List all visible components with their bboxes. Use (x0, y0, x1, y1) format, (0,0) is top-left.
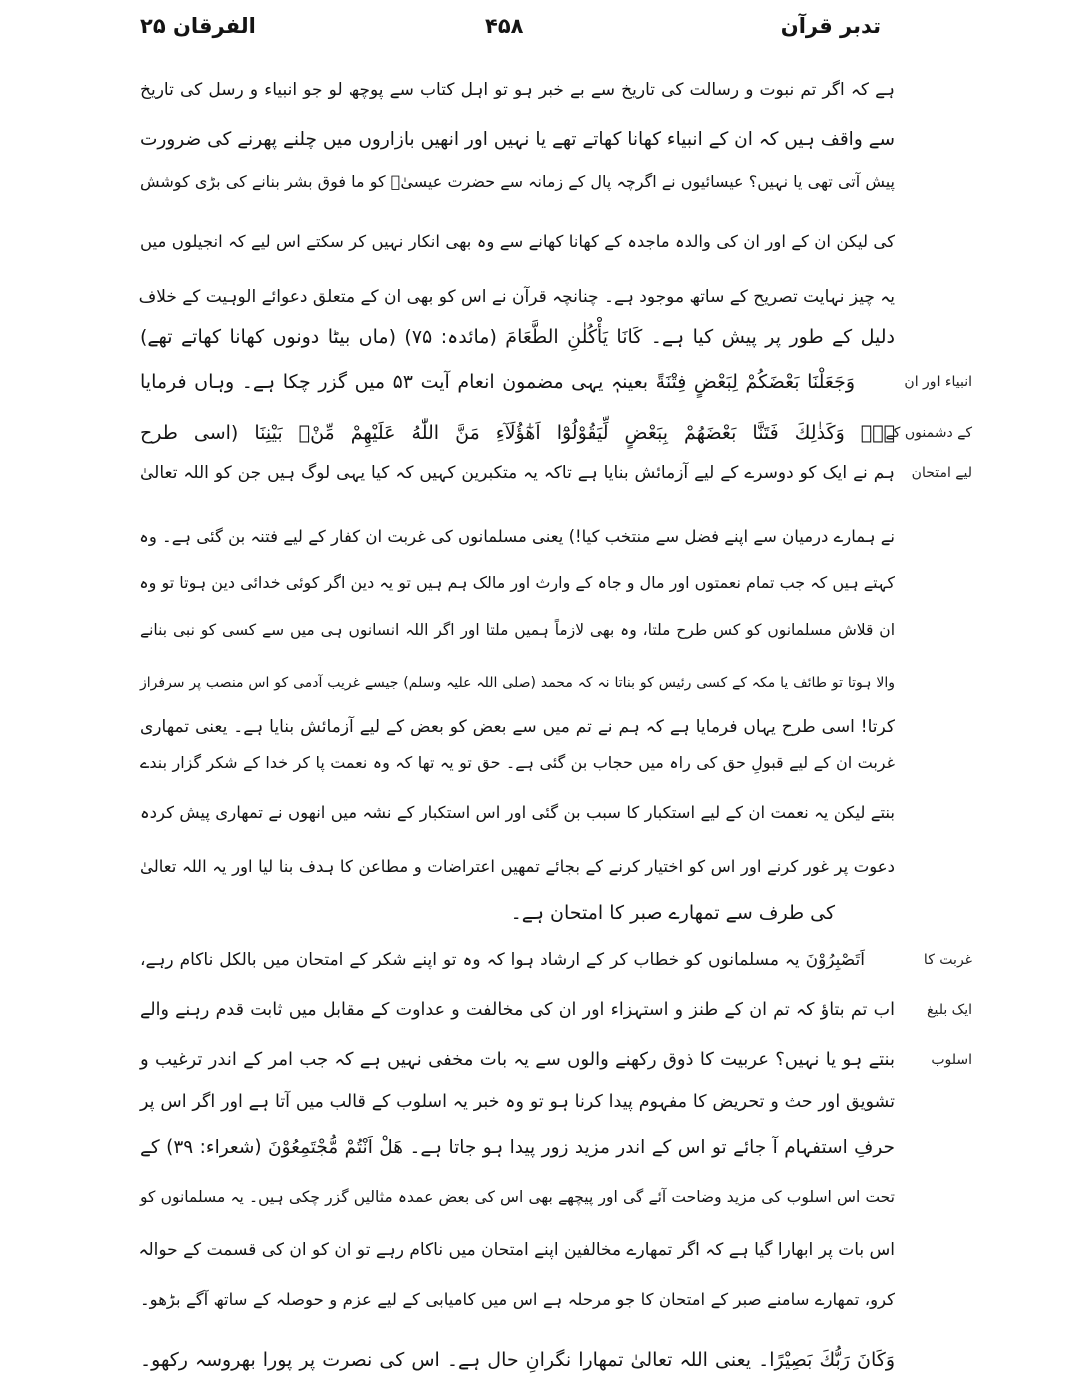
text-line: کی طرف سے تمھارے صبر کا امتحان ہے۔ (510, 902, 835, 924)
text-line: تشویق اور حث و تحریض کا مفہوم پیدا کرنا ہو تو وہ خبر یہ اسلوب کے قالب میں آتا ہے اور اگر اس پر (140, 1092, 895, 1112)
text-line: غربت ان کے لیے قبولِ حق کی راہ میں حجاب بن گئی ہے۔ حق تو یہ تھا کہ وہ نعمت پا کر خدا کے شکر گزار بندے (140, 753, 895, 772)
text-line: وَكَانَ رَبُّكَ بَصِيْرًا۔ یعنی اللہ تعالیٰ تمھارا نگرانِ حال ہے۔ اس کی نصرت پر پورا بھروسہ رکھو۔ (140, 1349, 895, 1371)
text-line: دعوت پر غور کرنے اور اس کو اختیار کرنے کے بجائے تمھیں اعتراضات و مطاعن کا ہدف بنا لیا اور یہ اللہ تعالیٰ (140, 857, 895, 876)
margin-note: اسلوب (931, 1052, 972, 1068)
text-line: یہ چیز نہایت تصریح کے ساتھ موجود ہے۔ چنانچہ قرآن نے اس کو بھی ان کے متعلق دعوائے الوہیت کے خلاف (138, 287, 895, 307)
text-line: نے ہمارے درمیان سے اپنے فضل سے منتخب کیا!) یعنی مسلمانوں کی غربت ان کفار کے لیے فتنہ بن گئی ہے۔ وہ (139, 527, 895, 546)
text-line: اس بات پر ابھارا گیا ہے کہ اگر تمھارے مخالفین اپنے امتحان میں ناکام رہے تو ان کو ان کی قسمت کے حوالہ (138, 1240, 895, 1260)
text-line: حرفِ استفہام آ جائے تو اس کے اندر مزید زور پیدا ہو جاتا ہے۔ هَلْ اَنْتُمْ مُّجْتَمِعُوْنَ (شعراء: ۳۹) کے (140, 1137, 895, 1158)
text-line: اَتَصْبِرُوْنَ یہ مسلمانوں کو خطاب کر کے ارشاد ہوا کہ وہ تو اپنے شکر کے امتحان میں بالکل ناکام رہے، (140, 950, 865, 970)
page-number: ۴۵۸ (485, 14, 524, 38)
text-line: سے واقف ہیں کہ ان کے انبیاء کھانا کھاتے تھے یا نہیں اور انھیں بازاروں میں چلنے پھرنے کی ضرورت (140, 129, 895, 150)
text-line: کہتے ہیں کہ جب تمام نعمتوں اور مال و جاہ کے وارث اور مالک ہم ہیں تو یہ دین اگر کوئی خدائی دین ہوتا تو وہ (139, 573, 895, 592)
text-line: تحت اس اسلوب کی مزید وضاحت آئے گی اور پیچھے بھی اس کی بعض عمدہ مثالیں گزر چکی ہیں۔ یہ مسلمانوں کو (140, 1188, 895, 1206)
text-line: دلیل کے طور پر پیش کیا ہے۔ كَانَا يَأْكُلٰنِ الطَّعَامَ (مائدہ: ۷۵) (ماں بیٹا دونوں کھانا کھاتے تھے) (140, 326, 895, 348)
margin-note: ایک بلیغ (927, 1002, 972, 1018)
margin-note: انبیاء اور ان (904, 374, 972, 390)
text-line: کرو، تمھارے سامنے صبر کے امتحان کا جو مرحلہ ہے اس میں کامیابی کے لیے عزم و حوصلہ کے ساتھ آگے بڑھو۔ (140, 1290, 895, 1309)
margin-note: غربت کا (923, 952, 972, 968)
text-line: کی لیکن ان کے اور ان کی والدہ ماجدہ کے کھانا کھانے سے وہ بھی انکار نہیں کر سکتے اس لیے کہ انجیلوں میں (140, 232, 895, 251)
text-line: کرتا! اسی طرح یہاں فرمایا ہے کہ ہم نے تم میں سے بعض کو بعض کے لیے آزمائش بنایا ہے۔ یعنی تمھاری (140, 717, 895, 737)
surah-name: الفرقان ۲۵ (140, 14, 256, 38)
text-line: وَجَعَلْنَا بَعْضَكُمْ لِبَعْضٍ فِتْنَةً بعینہٖ یہی مضمون انعام آیت ۵۳ میں گزر چکا ہے۔ وہاں فرمایا (140, 371, 855, 393)
text-line: پیش آتی تھی یا نہیں؟ عیسائیوں نے اگرچہ پال کے زمانہ سے حضرت عیسیٰؑ کو ما فوق بشر بنانے کی بڑی کوشش (140, 172, 895, 191)
text-line: بنتے لیکن یہ نعمت ان کے لیے استکبار کا سبب بن گئی اور اس استکبار کے نشہ میں انھوں نے تمھاری پیش کردہ (140, 803, 895, 822)
book-title: تدبر قرآن (780, 14, 881, 38)
text-line: ہم نے ایک کو دوسرے کے لیے آزمائش بنایا ہے تاکہ یہ متکبرین کہیں کہ کیا یہی لوگ ہیں جن کو اللہ تعالیٰ (140, 463, 895, 483)
text-line: ہے۔ وَكَذٰلِكَ فَتَنَّا بَعْضَهُمْ بِبَعْضٍ لِّيَقُوْلُوْٓا اَهٰٓؤُلَآءِ مَنَّ اللّٰهُ عَلَيْهِمْ مِّنْۢ بَيْنِنَا (اسی طرح (140, 422, 895, 444)
text-line: بنتے ہو یا نہیں؟ عربیت کا ذوق رکھنے والوں سے یہ بات مخفی نہیں ہے کہ جب امر کے اندر ترغیب و (140, 1049, 895, 1070)
text-line: ان قلاش مسلمانوں کو کس طرح ملتا، وہ بھی لازماً ہمیں ملتا اور اگر اللہ انسانوں ہی میں سے کسی کو نبی بنانے (140, 621, 895, 639)
text-line: اب تم بتاؤ کہ تم ان کے طنز و استہزاء اور ان کی مخالفت و عداوت کے مقابل میں ثابت قدم رہنے والے (140, 1000, 895, 1020)
margin-note: لیے امتحان (911, 465, 972, 481)
margin-note: کے دشمنوں کے (885, 425, 972, 441)
text-line: ہے کہ اگر تم نبوت و رسالت کی تاریخ سے بے خبر ہو تو اہل کتاب سے پوچھ لو جو انبیاء و رسل کی تاریخ (140, 80, 895, 100)
text-line: والا ہوتا تو طائف یا مکہ کے کسی رئیس کو بناتا نہ کہ محمد (صلی اللہ علیہ وسلم) جیسے غریب آدمی کو اس منصب پر سرفراز (140, 675, 895, 691)
